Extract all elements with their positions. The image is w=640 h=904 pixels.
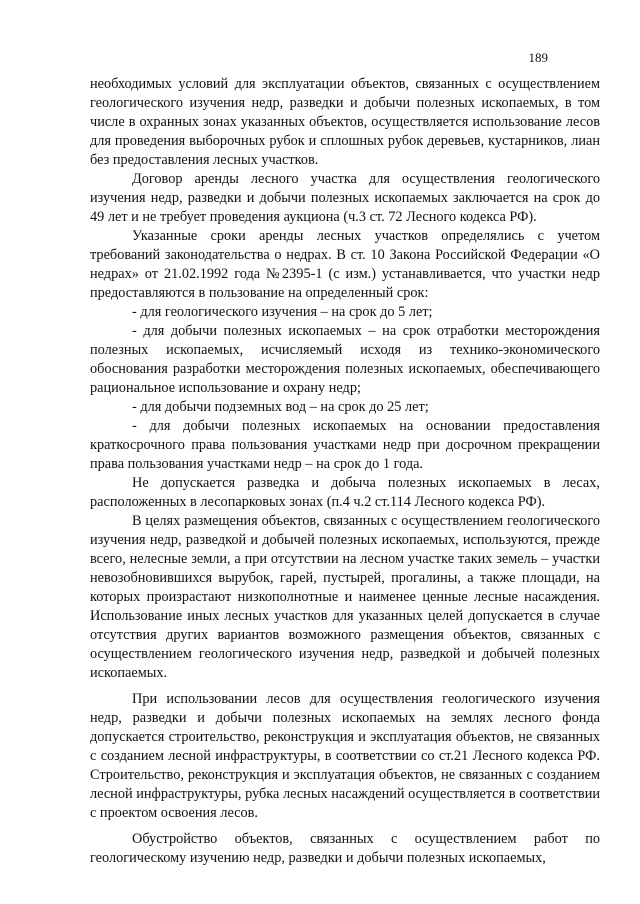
page-number: 189 (528, 50, 548, 65)
list-item: - для добычи полезных ископаемых – на срок отработки месторождения полезных ископаемых, исчисляемый исходя из технико-экономического обоснования разработки месторождения полезных ископаемых, обеспечивающего рациональное использование и охрану недр; (90, 323, 600, 396)
list-item: - для геологического изучения – на срок до 5 лет; (132, 304, 433, 320)
list-item: - для добычи полезных ископаемых на основании предоставления краткосрочного права пользования участками недр при досрочном прекращении права пользования участками недр – на срок до 1 года. (90, 418, 600, 472)
paragraph: При использовании лесов для осуществления геологического изучения недр, разведки и добычи полезных ископаемых на землях лесного фонда допускается строительство, реконструкция и эксплуатация объектов, не связанных с созданием лесной инфраструктуры, в соответствии со ст.21 Лесного кодекса РФ. Строительство, реконструкция и эксплуатация объектов, не связанных с созданием лесной инфраструктуры, рубка лесных насаждений осуществляется в соответствии с проектом освоения лесов. (90, 691, 600, 821)
paragraph: необходимых условий для эксплуатации объектов, связанных с осуществлением геологического изучения недр, разведки и добычи полезных ископаемых, в том числе в охранных зонах указанных объектов, осуществляется использование лесов для проведения выборочных рубок и сплошных рубок деревьев, кустарников, лиан без предоставления лесных участков. (90, 76, 600, 168)
paragraph: Указанные сроки аренды лесных участков определялись с учетом требований законодательства о недрах. В ст. 10 Закона Российской Федерации «О недрах» от 21.02.1992 года №2395-1 (с изм.) устанавливается, что участки недр предоставляются в пользование на определенный срок: (90, 228, 600, 301)
list-item: - для добычи подземных вод – на срок до 25 лет; (132, 399, 429, 415)
paragraph: В целях размещения объектов, связанных с осуществлением геологического изучения недр, разведкой и добычей полезных ископаемых, используются, прежде всего, нелесные земли, а при отсутствии на лесном участке таких земель – участки невозобновившихся вырубок, гарей, пустырей, прогалины, а также площади, на которых произрастают низкополнотные и наименее ценные лесные насаждения. Использование иных лесных участков для указанных целей допускается в случае отсутствия других вариантов возможного размещения объектов, связанных с осуществлением геологического изучения недр, разведкой и добычей полезных ископаемых. (90, 513, 600, 681)
paragraph: Договор аренды лесного участка для осуществления геологического изучения недр, разведки и добычи полезных ископаемых заключается на срок до 49 лет и не требует проведения аукциона (ч.3 ст. 72 Лесного кодекса РФ). (90, 171, 600, 225)
document-body (90, 75, 600, 868)
paragraph: Не допускается разведка и добыча полезных ископаемых в лесах, расположенных в лесопарковых зонах (п.4 ч.2 ст.114 Лесного кодекса РФ). (90, 475, 600, 510)
paragraph: Обустройство объектов, связанных с осуществлением работ по геологическому изучению недр, разведки и добычи полезных ископаемых, (90, 831, 600, 866)
